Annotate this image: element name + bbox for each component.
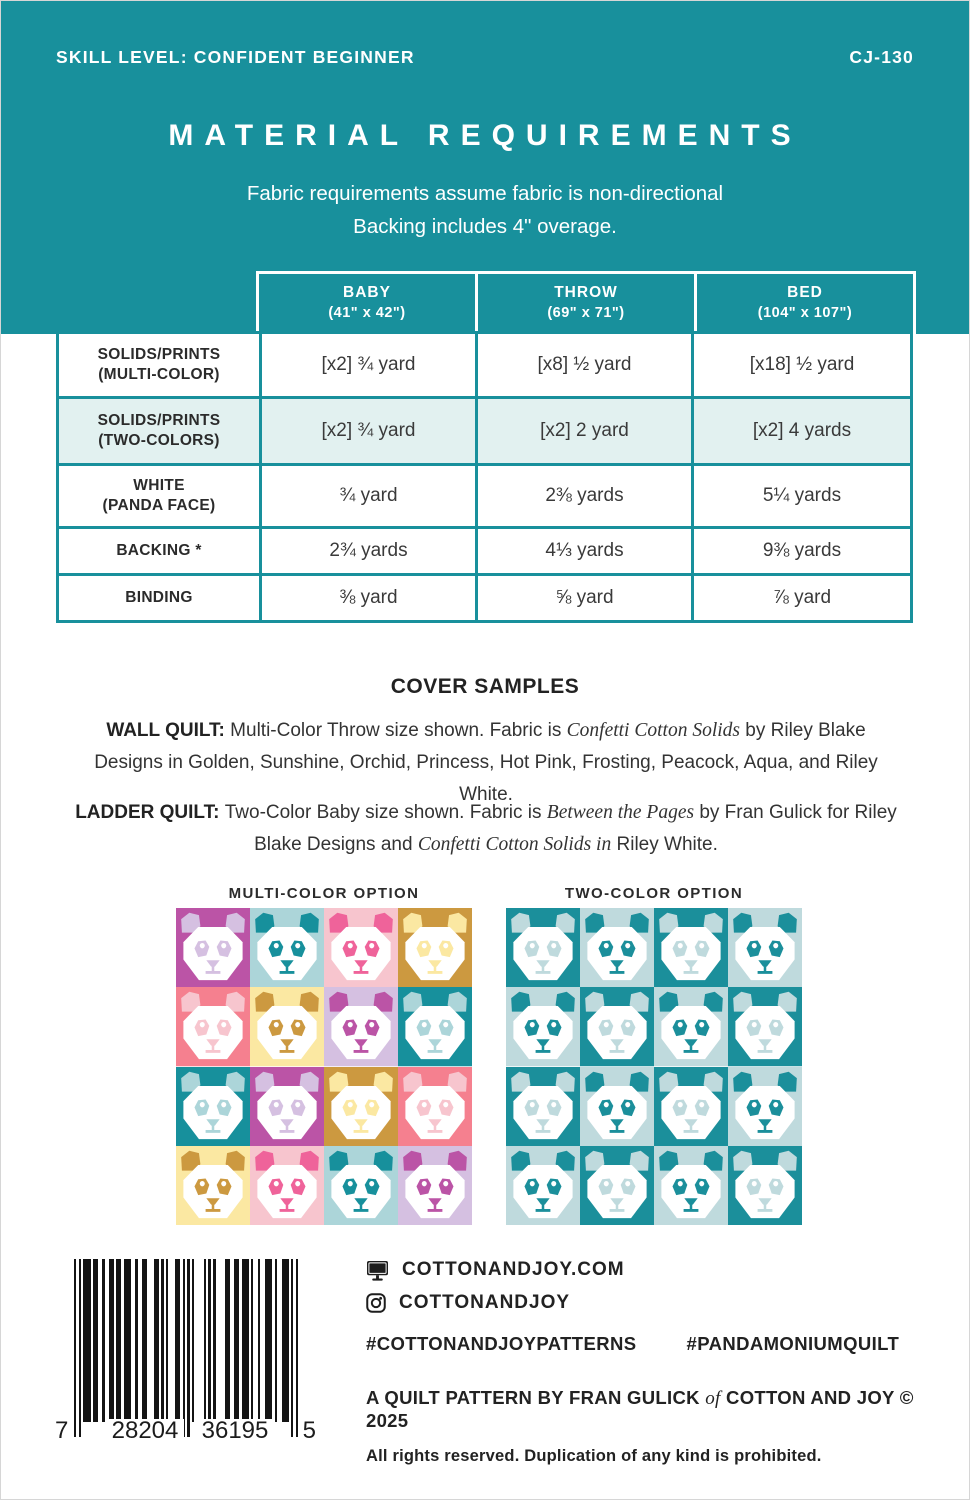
two-color-option-label: TWO-COLOR OPTION bbox=[564, 885, 744, 902]
subtitle-line-2: Backing includes 4" overage. bbox=[353, 215, 617, 238]
monitor-icon bbox=[366, 1260, 389, 1281]
panda-block bbox=[728, 1067, 802, 1146]
panda-block bbox=[176, 908, 250, 987]
subtitle-line-1: Fabric requirements assume fabric is non-directional bbox=[246, 182, 724, 205]
panda-block bbox=[580, 908, 654, 987]
row-label: SOLIDS/PRINTS (TWO-COLORS) bbox=[56, 396, 262, 466]
value-cell: [x18] ½ yard bbox=[691, 331, 913, 399]
value-cell: 9⅜ yards bbox=[691, 526, 913, 576]
value-cell: ⅝ yard bbox=[475, 573, 694, 623]
cover-samples-heading: COVER SAMPLES bbox=[390, 675, 580, 698]
materials-table-header bbox=[256, 271, 916, 334]
pattern-code: CJ-130 bbox=[849, 47, 914, 67]
panda-block bbox=[250, 1146, 324, 1225]
table-row bbox=[56, 576, 916, 623]
subtitle bbox=[1, 177, 969, 243]
panda-block bbox=[580, 1067, 654, 1146]
materials-table-body bbox=[56, 334, 916, 623]
panda-block bbox=[580, 987, 654, 1066]
multi-color-quilt-image bbox=[176, 908, 472, 1225]
panda-block bbox=[398, 1067, 472, 1146]
instagram-row bbox=[366, 1292, 936, 1314]
value-cell: 4⅓ yards bbox=[475, 526, 694, 576]
panda-block bbox=[398, 1146, 472, 1225]
row-label: BACKING * bbox=[56, 526, 262, 576]
panda-block bbox=[580, 1146, 654, 1225]
barcode-bars bbox=[74, 1259, 298, 1437]
barcode-digit: 5 bbox=[302, 1417, 316, 1444]
hashtag-patterns: #COTTONANDJOYPATTERNS bbox=[366, 1333, 637, 1354]
two-color-quilt-image bbox=[506, 908, 802, 1225]
value-cell: ⅞ yard bbox=[691, 573, 913, 623]
wall-quilt-description: WALL QUILT: Multi-Color Throw size shown. Fabric is Confetti Cotton Solids by Riley Blake Designs in Golden, Sunshine, Orchid, Princess, Hot Pink, Frosting, Peacock, Aqua, and Riley White. bbox=[94, 720, 878, 805]
column-header-baby: BABY (41" x 42") bbox=[256, 271, 478, 334]
panda-block bbox=[728, 1146, 802, 1225]
row-label: SOLIDS/PRINTS (MULTI-COLOR) bbox=[56, 331, 262, 399]
panda-block bbox=[324, 1067, 398, 1146]
rights-text: All rights reserved. Duplication of any kind is prohibited. bbox=[366, 1447, 822, 1465]
table-row bbox=[56, 529, 916, 576]
value-cell: [x8] ½ yard bbox=[475, 331, 694, 399]
skill-level-text: SKILL LEVEL: CONFIDENT BEGINNER bbox=[56, 47, 415, 67]
panda-block bbox=[176, 1146, 250, 1225]
barcode bbox=[55, 1259, 316, 1444]
panda-block bbox=[506, 908, 580, 987]
panda-block bbox=[324, 1146, 398, 1225]
ladder-quilt-description: LADDER QUILT: Two-Color Baby size shown. Fabric is Between the Pages by Fran Gulick for Riley Blake Designs and Confetti Cotton Solids in Riley White. bbox=[75, 802, 897, 855]
value-cell: ⅜ yard bbox=[259, 573, 478, 623]
row-label: BINDING bbox=[56, 573, 262, 623]
panda-block bbox=[654, 1146, 728, 1225]
value-cell: [x2] ¾ yard bbox=[259, 396, 478, 466]
barcode-digit: 7 bbox=[55, 1417, 69, 1444]
column-header-bed: BED (104" x 107") bbox=[694, 271, 916, 334]
panda-block bbox=[654, 908, 728, 987]
panda-block bbox=[398, 987, 472, 1066]
panda-block bbox=[506, 1067, 580, 1146]
value-cell: 2¾ yards bbox=[259, 526, 478, 576]
value-cell: 5¼ yards bbox=[691, 463, 913, 529]
panda-block bbox=[176, 987, 250, 1066]
panda-block bbox=[728, 908, 802, 987]
barcode-digit: 36195 bbox=[196, 1419, 274, 1443]
instagram-handle: COTTONANDJOY bbox=[399, 1292, 571, 1313]
panda-block bbox=[506, 1146, 580, 1225]
value-cell: [x2] 4 yards bbox=[691, 396, 913, 466]
panda-block bbox=[398, 908, 472, 987]
panda-block bbox=[506, 987, 580, 1066]
panda-block bbox=[324, 908, 398, 987]
column-header-throw: THROW (69" x 71") bbox=[475, 271, 697, 334]
panda-block bbox=[176, 1067, 250, 1146]
page-title: MATERIAL REQUIREMENTS bbox=[168, 119, 802, 152]
panda-block bbox=[250, 1067, 324, 1146]
value-cell: 2⅜ yards bbox=[475, 463, 694, 529]
value-cell: [x2] ¾ yard bbox=[259, 331, 478, 399]
website-text: COTTONANDJOY.COM bbox=[402, 1259, 625, 1280]
instagram-icon bbox=[366, 1293, 386, 1313]
panda-block bbox=[250, 908, 324, 987]
footer-info bbox=[366, 1259, 936, 1466]
row-label: WHITE (PANDA FACE) bbox=[56, 463, 262, 529]
website-row bbox=[366, 1259, 936, 1281]
barcode-digit: 28204 bbox=[106, 1419, 184, 1443]
table-row bbox=[56, 399, 916, 466]
panda-block bbox=[324, 987, 398, 1066]
multi-color-option-label: MULTI-COLOR OPTION bbox=[228, 885, 420, 902]
panda-block bbox=[654, 987, 728, 1066]
table-row bbox=[56, 466, 916, 529]
panda-block bbox=[728, 987, 802, 1066]
credit-line: A QUILT PATTERN BY FRAN GULICK of COTTON AND JOY © 2025 bbox=[366, 1387, 914, 1431]
hashtags-row bbox=[366, 1333, 936, 1355]
table-row bbox=[56, 334, 916, 399]
panda-block bbox=[250, 987, 324, 1066]
panda-block bbox=[654, 1067, 728, 1146]
value-cell: ¾ yard bbox=[259, 463, 478, 529]
value-cell: [x2] 2 yard bbox=[475, 396, 694, 466]
hashtag-quilt: #PANDAMONIUMQUILT bbox=[686, 1333, 900, 1354]
